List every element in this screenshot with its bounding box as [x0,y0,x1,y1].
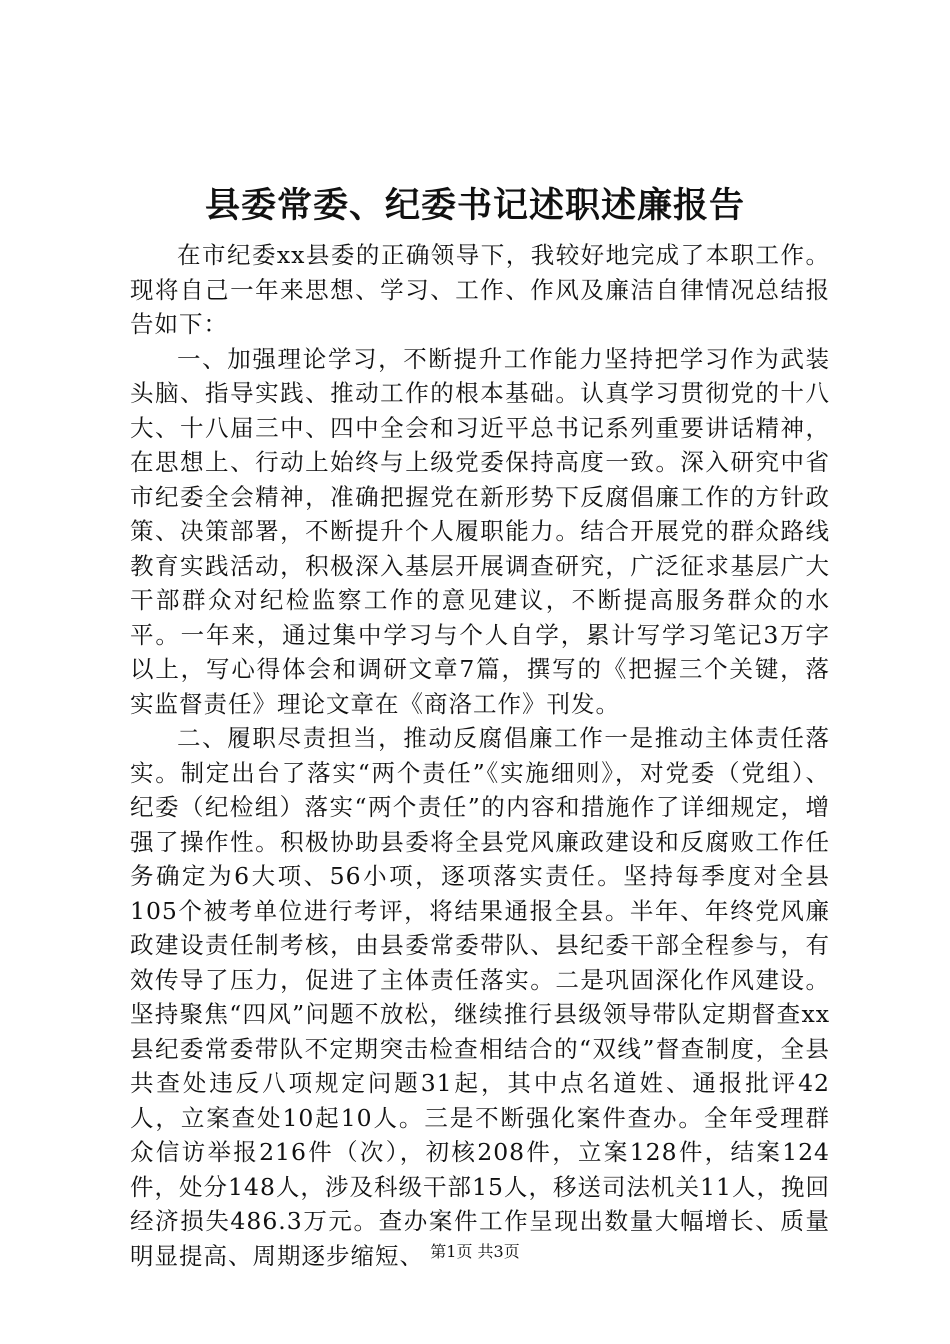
document-body [130,238,830,1273]
page-number-footer: 第1页 共3页 [430,1242,520,1261]
paragraph-intro: 在市纪委xx县委的正确领导下，我较好地完成了本职工作。现将自己一年来思想、学习、工作、作风及廉洁自律情况总结报告如下： [130,241,830,338]
document-title: 县委常委、纪委书记述职述廉报告 [204,185,745,226]
paragraph-section-one: 一、加强理论学习，不断提升工作能力坚持把学习作为武装头脑、指导实践、推动工作的根本基础。认真学习贯彻党的十八大、十八届三中、四中全会和习近平总书记系列重要讲话精神，在思想上、行动上始终与上级党委保持高度一致。深入研究中省市纪委全会精神，准确把握党在新形势下反腐倡廉工作的方针政策、决策部署，不断提升个人履职能力。结合开展党的群众路线教育实践活动，积极深入基层开展调查研究，广泛征求基层广大干部群众对纪检监察工作的意见建议，不断提高服务群众的水平。一年来，通过集中学习与个人自学，累计写学习笔记3万字以上，写心得体会和调研文章7篇，撰写的《把握三个关键，落实监督责任》理论文章在《商洛工作》刊发。 [130,344,830,718]
paragraph-section-two: 二、履职尽责担当，推动反腐倡廉工作一是推动主体责任落实。制定出台了落实“两个责任”《实施细则》，对党委（党组）、纪委（纪检组）落实“两个责任”的内容和措施作了详细规定，增强了操作性。积极协助县委将全县党风廉政建设和反腐败工作任务确定为6大项、56小项，逐项落实责任。坚持每季度对全县105个被考单位进行考评，将结果通报全县。半年、年终党风廉政建设责任制考核，由县委常委带队、县纪委干部全程参与，有效传导了压力，促进了主体责任落实。二是巩固深化作风建设。坚持聚焦“四风”问题不放松，继续推行县级领导带队定期督查xx县纪委常委带队不定期突击检查相结合的“双线”督查制度，全县共查处违反八项规定问题31起，其中点名道姓、通报批评42人，立案查处10起10人。三是不断强化案件查办。全年受理群众信访举报216件（次），初核208件，立案128件，结案124件，处分148人，涉及科级干部15人，移送司法机关11人，挽回经济损失486.3万元。查办案件工作呈现出数量大幅增长、质量明显提高、周期逐步缩短、 [130,724,830,1270]
